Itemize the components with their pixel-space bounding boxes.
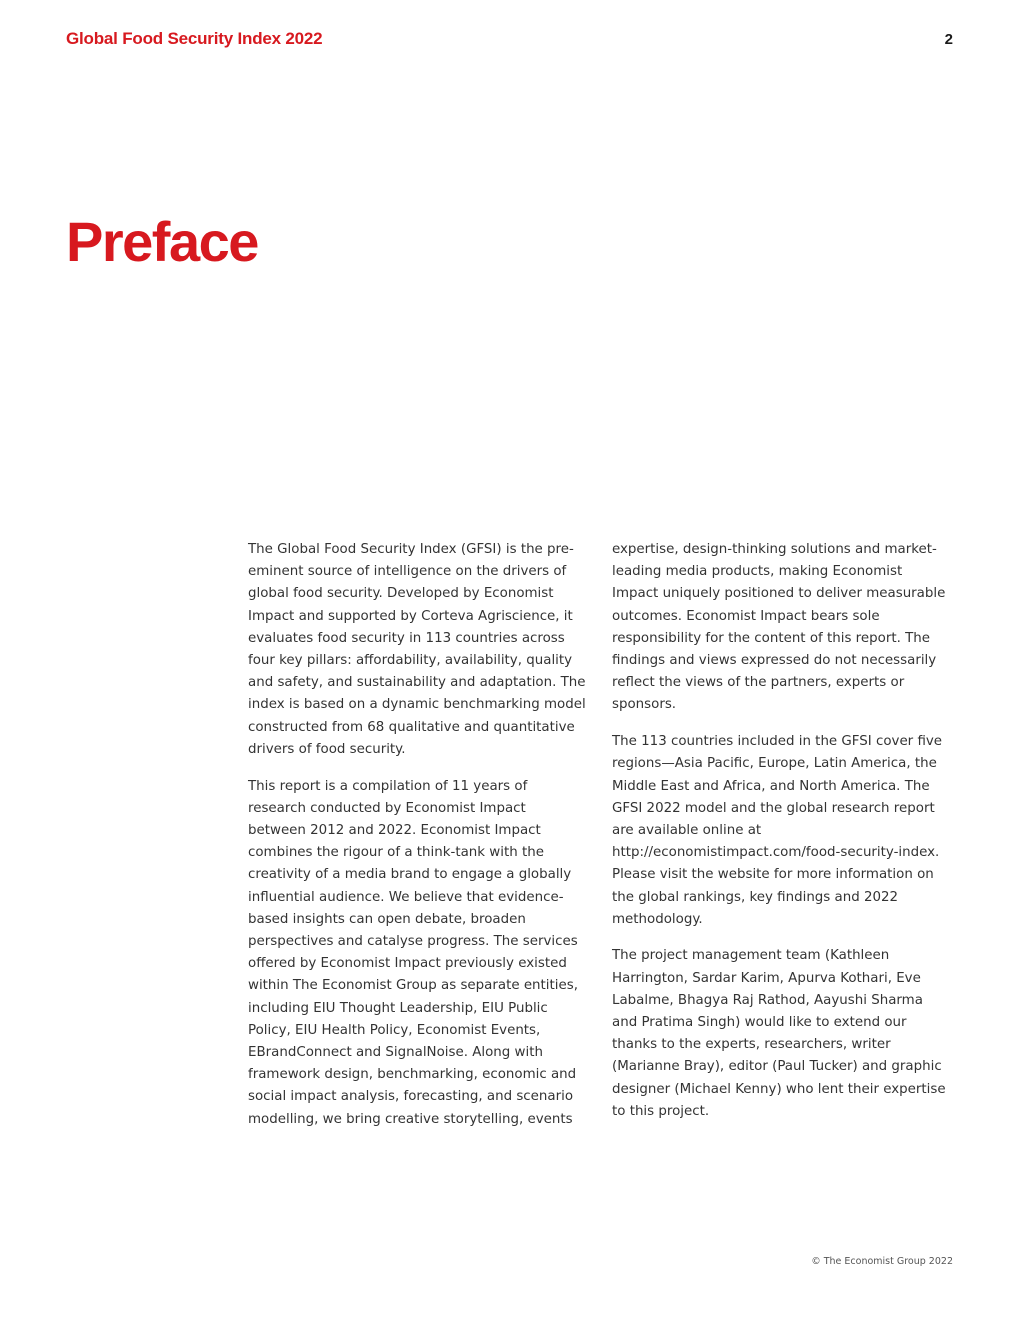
page-number: 2 — [944, 31, 953, 48]
paragraph-continuation: expertise, design-thinking solutions and market-leading media products, making Economist Impact uniquely positioned to deliver measurable outcomes. Economist Impact bears sole responsibility for the content of this report. The findings and views expressed do not necessarily reflect the views of the partners, experts or sponsors. — [612, 542, 946, 713]
paragraph-regions: The 113 countries included in the GFSI cover five regions—Asia Pacific, Europe, Latin America, the Middle East and Africa, and North America. The GFSI 2022 model and the global research report are available online at http://economistimpact.com/food-security-index. Please visit the website for more information on the global rankings, key findings and 2022 methodology. — [612, 734, 943, 927]
paragraph-gfsi-intro: The Global Food Security Index (GFSI) is the pre-eminent source of intelligence on the drivers of global food security. Developed by Economist Impact and supported by Corteva Agriscience, it evaluates food security in 113 countries across four key pillars: affordability, availability, quality and safety, and sustainability and adaptation. The index is based on a dynamic benchmarking model constructed from 68 qualitative and quantitative drivers of food security. — [248, 542, 586, 757]
running-header-title: Global Food Security Index 2022 — [66, 29, 323, 48]
footer-copyright: © The Economist Group 2022 — [811, 1256, 953, 1267]
left-text-column — [248, 539, 586, 1145]
right-text-column — [612, 539, 948, 1138]
page-title: Preface — [66, 210, 258, 273]
paragraph-acknowledgements: The project management team (Kathleen Harrington, Sardar Karim, Apurva Kothari, Eve Labalme, Bhagya Raj Rathod, Aayushi Sharma and Pratima Singh) would like to extend our thanks to the experts, researchers, writer (Marianne Bray), editor (Paul Tucker) and graphic designer (Michael Kenny) who lent their expertise to this project. — [612, 948, 946, 1119]
paragraph-research-compilation: This report is a compilation of 11 years of research conducted by Economist Impact between 2012 and 2022. Economist Impact combines the rigour of a think-tank with the creativity of a media brand to engage a globally influential audience. We believe that evidence-based insights can open debate, broaden perspectives and catalyse progress. The services offered by Economist Impact previously existed within The Economist Group as separate entities, including EIU Thought Leadership, EIU Public Policy, EIU Health Policy, Economist Events, EBrandConnect and SignalNoise. Along with framework design, benchmarking, economic and social impact analysis, forecasting, and scenario modelling, we bring creative storytelling, events — [248, 778, 578, 1127]
